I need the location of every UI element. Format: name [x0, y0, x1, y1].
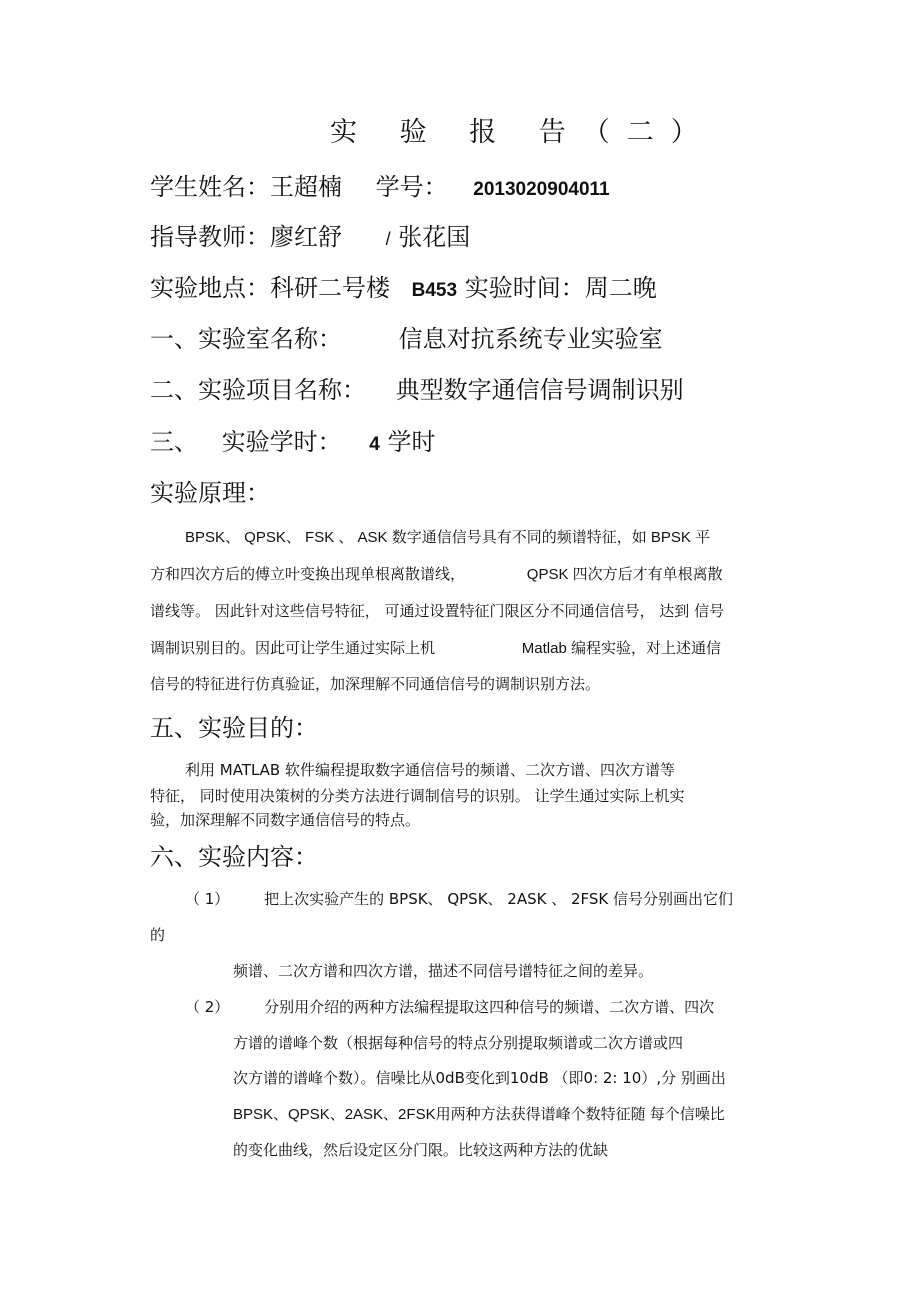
principle-line-4	[150, 641, 721, 656]
content-item-2-line-2: 方谱的谱峰个数（根据每种信号的特点分别提取频谱或二次方谱或四	[233, 1034, 684, 1052]
location-label: 实验地点：科研二号楼	[150, 274, 390, 302]
lab-name-row	[150, 327, 663, 351]
content-item-2-number: （ 2）	[185, 998, 230, 1016]
teacher-slash: /	[385, 229, 391, 249]
content-item-2-line-4: BPSK、QPSK、2ASK、2FSK用两种方法获得谱峰个数特征随 每个信噪比	[233, 1106, 725, 1123]
student-id-label: 学号：	[375, 173, 448, 201]
purpose-line-1: 利用 MATLAB 软件编程提取数字通信信号的频谱、二次方谱、四次方谱等	[185, 761, 675, 779]
student-id-value: 2013020904011	[473, 179, 610, 200]
purpose-heading: 五、实验目的：	[150, 714, 318, 742]
student-name: 学生姓名：王超楠	[150, 173, 342, 201]
document-title: 实 验 报 告（二）	[330, 117, 715, 148]
hours-label: 三、	[150, 428, 198, 456]
room-number: B453	[411, 280, 458, 301]
project-row	[150, 378, 684, 402]
teacher-name: 指导教师：廖红舒	[150, 223, 342, 251]
hours-sub-label: 实验学时：	[221, 428, 342, 456]
content-item-1	[185, 892, 733, 907]
principle-line-1	[185, 530, 710, 545]
principle-line-5	[150, 677, 600, 692]
principle-line-2-text-a: 方和四次方后的傅立叶变换出现单根离散谱线，	[150, 565, 466, 583]
content-item-2	[185, 1000, 714, 1015]
project-value: 典型数字通信信号调制识别	[395, 376, 684, 404]
lab-name-label: 一、实验室名称：	[150, 325, 342, 353]
lab-time: 实验时间：周二晚	[464, 274, 657, 302]
lab-name-value: 信息对抗系统专业实验室	[398, 325, 663, 353]
content-item-1-line-2: 的	[150, 926, 166, 944]
content-item-2-line-3: 次方谱的谱峰个数）。信噪比从0dB变化到10dB （即0: 2: 10）,分 别画出	[233, 1069, 726, 1087]
principle-heading: 实验原理：	[150, 479, 270, 507]
location-row	[150, 276, 657, 300]
principle-line-1-text: BPSK、 QPSK、 FSK 、 ASK 数字通信信号具有不同的频谱特征，如 BPSK 平	[185, 529, 711, 546]
content-item-1-line-1: 把上次实验产生的 BPSK、 QPSK、 2ASK 、 2FSK 信号分别画出它们	[264, 890, 734, 908]
principle-line-4-text-a: 调制识别目的。因此可让学生通过实际上机	[150, 639, 436, 657]
project-label: 二、实验项目名称：	[150, 376, 366, 404]
hours-unit: 学时	[387, 428, 436, 456]
student-row	[150, 175, 610, 199]
hours-row	[150, 430, 436, 454]
hours-number: 4	[369, 434, 380, 455]
content-item-2-line-1: 分别用介绍的两种方法编程提取这四种信号的频谱、二次方谱、四次	[264, 998, 715, 1016]
content-item-1-line-3: 频谱、二次方谱和四次方谱，描述不同信号谱特征之间的差异。	[233, 962, 654, 980]
principle-line-2-text-b: QPSK 四次方后才有单根离散	[526, 566, 723, 583]
purpose-line-2: 特征， 同时使用决策树的分类方法进行调制信号的识别。 让学生通过实际上机实	[150, 787, 685, 805]
teacher-row	[150, 225, 470, 249]
teacher-second: 张花国	[398, 223, 471, 251]
purpose-line-3: 验，加深理解不同数字通信信号的特点。	[150, 811, 421, 829]
principle-line-4-text-b: Matlab 编程实验，对上述通信	[521, 640, 721, 657]
content-heading: 六、实验内容：	[150, 843, 318, 871]
principle-line-3	[150, 604, 724, 619]
principle-line-5-text: 信号的特征进行仿真验证，加深理解不同通信信号的调制识别方法。	[150, 675, 601, 693]
principle-line-2	[150, 567, 723, 582]
content-item-1-number: （ 1）	[185, 890, 230, 908]
content-item-2-line-5: 的变化曲线，然后设定区分门限。比较这两种方法的优缺	[233, 1141, 609, 1159]
principle-line-3-text: 谱线等。 因此针对这些信号特征， 可通过设置特征门限区分不同通信信号， 达到 信号	[150, 602, 725, 620]
